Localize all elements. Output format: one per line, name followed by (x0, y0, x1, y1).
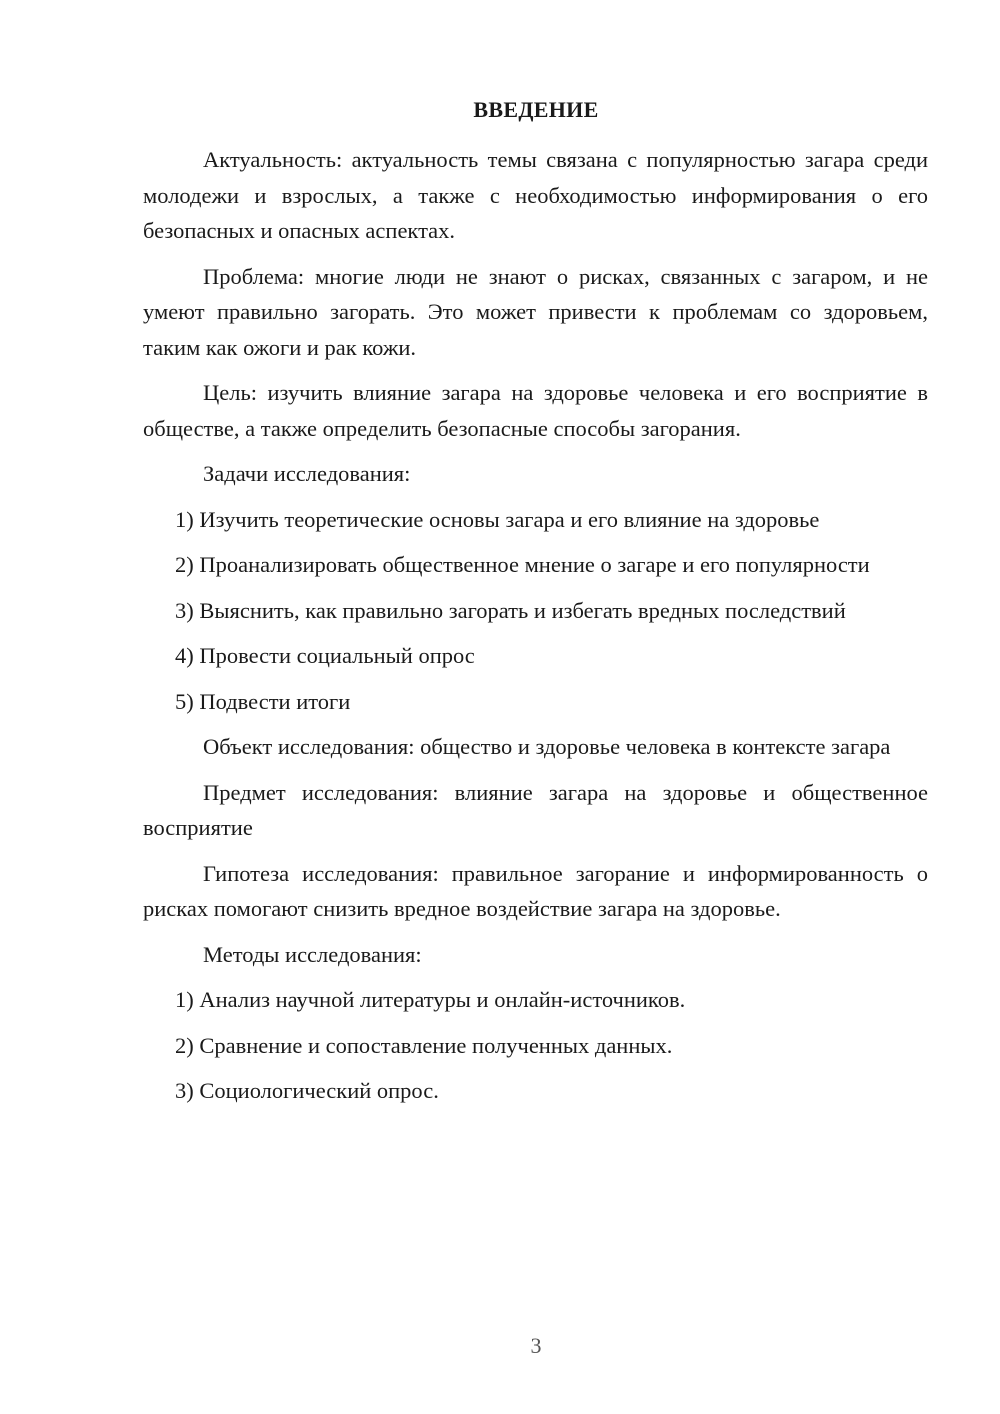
page-number: 3 (530, 1333, 542, 1358)
page-title: ВВЕДЕНИЕ (473, 97, 599, 122)
task-item-1: 1) Изучить теоретические основы загара и его влияние на здоровье (175, 506, 820, 532)
problem-paragraph: Проблема: многие люди не знают о рисках, связанных с загаром, и не умеют правильно загорать. Это может привести к проблемам со здоровьем, таким как ожоги и рак кожи. (143, 263, 928, 360)
relevance-paragraph: Актуальность: актуальность темы связана с популярностью загара среди молодежи и взрослых, а также с необходимостью информирования о его безопасных и опасных аспектах. (143, 147, 928, 243)
goal-paragraph: Цель: изучить влияние загара на здоровье человека и его восприятие в обществе, а также определить безопасные способы загорания. (143, 380, 928, 441)
method-item-2: 2) Сравнение и сопоставление полученных данных. (175, 1032, 673, 1058)
hypothesis-paragraph: Гипотеза исследования: правильное загорание и информированность о рисках помогают снизить вредное воздействие загара на здоровье. (143, 860, 928, 921)
subject-paragraph: Предмет исследования: влияние загара на здоровье и общественное восприятие (143, 779, 928, 840)
tasks-heading: Задачи исследования: (203, 461, 411, 486)
task-item-3: 3) Выяснить, как правильно загорать и избегать вредных последствий (175, 597, 846, 623)
page-body (143, 142, 928, 1119)
task-item-4: 4) Провести социальный опрос (175, 643, 475, 668)
method-item-1: 1) Анализ научной литературы и онлайн-источников. (175, 987, 686, 1012)
method-item-3: 3) Социологический опрос. (175, 1078, 439, 1103)
methods-heading: Методы исследования: (203, 941, 422, 967)
task-item-5: 5) Подвести итоги (175, 688, 351, 714)
object-paragraph: Объект исследования: общество и здоровье человека в контексте загара (203, 734, 891, 759)
task-item-2: 2) Проанализировать общественное мнение о загаре и его популярности (175, 552, 870, 577)
